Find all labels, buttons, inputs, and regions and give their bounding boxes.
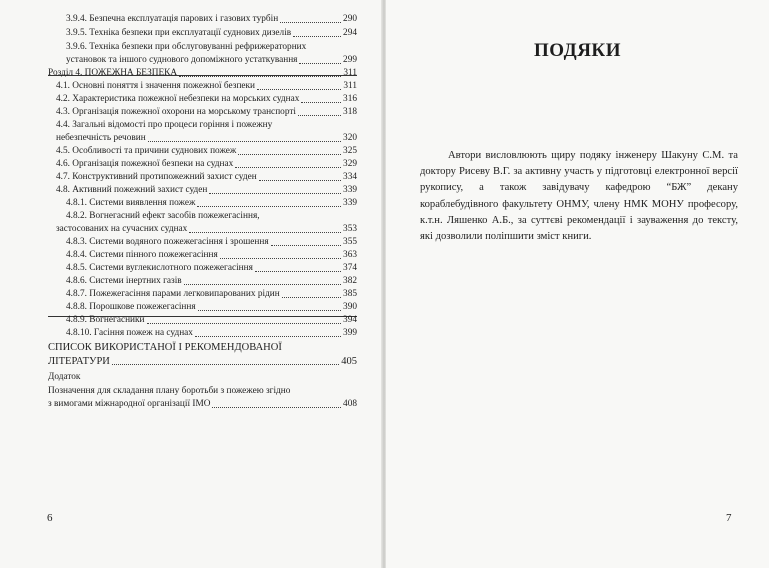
toc-entry: 3.9.5. Техніка безпеки при експлуатації суднових дизелів 294 — [66, 28, 357, 38]
toc-entry: 4.5. Особливості та причини суднових пожеж 325 — [56, 146, 357, 156]
toc-entry: 4.8.10. Гасіння пожеж на суднах 399 — [66, 328, 357, 338]
toc-section-heading: Розділ 4. ПОЖЕЖНА БЕЗПЕКА 311 — [48, 68, 357, 78]
toc-entry: установок та іншого суднового допоміжного устаткування 299 — [66, 55, 357, 65]
toc-entry: 4.8.6. Системи інертних газів 382 — [66, 276, 357, 286]
page-number: 7 — [726, 512, 732, 524]
toc-entry: 4.8.1. Системи виявлення пожеж 339 — [66, 198, 357, 208]
toc-entry: 4.8.5. Системи вуглекислотного пожежегасіння 374 — [66, 263, 357, 273]
toc-entry: 4.4. Загальні відомості про процеси горіння і пожежну — [56, 120, 273, 130]
toc-entry: 4.2. Характеристика пожежної небезпеки на морських суднах 316 — [56, 94, 357, 104]
toc-entry: застосованих на сучасних суднах 353 — [56, 224, 357, 234]
toc-entry: 4.6. Організація пожежної безпеки на суднах 329 — [56, 159, 357, 169]
acknowledgement-text: Автори висловлюють щиру подяку інженеру Шакуну С.М. та доктору Рисеву В.Г. за активну участь у підготовці електронної версії рукопису, а також завідувачу кафедрою “БЖ” декану кораблебудівного факультету ОНМУ, члену НМК МОНУ професору, к.т.н. Ляшенко А.Б., за суттєві рекомендації і зауваження до тексту, які дозволили поліпшити зміст книги. — [420, 150, 738, 243]
toc-entry: Позначення для складання плану боротьби з пожежею згідно — [48, 386, 291, 396]
toc-entry: 4.3. Організація пожежної охорони на морському транспорті 318 — [56, 107, 357, 117]
toc-bibliography-heading: СПИСОК ВИКОРИСТАНОЇ І РЕКОМЕНДОВАНОЇ — [48, 342, 282, 353]
toc-entry: 4.8.9. Вогнегасники 394 — [66, 315, 357, 325]
toc-entry: 4.8.7. Пожежегасіння парами легковипарованих рідин 385 — [66, 289, 357, 299]
toc-entry: 4.8.2. Вогнегасний ефект засобів пожежегасіння, — [66, 211, 260, 221]
right-page — [386, 0, 769, 568]
toc-entry: 4.1. Основні поняття і значення пожежної безпеки 311 — [56, 81, 357, 91]
page-title: ПОДЯКИ — [534, 40, 621, 61]
toc-entry: з вимогами міжнародної організації ІМО 408 — [48, 399, 357, 409]
left-page — [0, 0, 384, 568]
toc-entry: ЛІТЕРАТУРИ 405 — [48, 356, 357, 367]
toc-appendix-heading: Додаток — [48, 372, 81, 382]
toc-entry: 3.9.4. Безпечна експлуатація парових і газових турбін 290 — [66, 14, 357, 24]
toc-entry: 4.8.8. Порошкове пожежегасіння 390 — [66, 302, 357, 312]
toc-entry: 4.8.4. Системи пінного пожежегасіння 363 — [66, 250, 357, 260]
toc-entry: 4.8. Активний пожежний захист суден 339 — [56, 185, 357, 195]
toc-entry: 4.7. Конструктивний протипожежний захист суден 334 — [56, 172, 357, 182]
page-number: 6 — [47, 512, 53, 524]
toc-entry: 4.8.3. Системи водяного пожежегасіння і зрошення 355 — [66, 237, 357, 247]
toc-entry: 3.9.6. Техніка безпеки при обслуговуванні рефрижераторних — [66, 42, 307, 52]
toc-entry: небезпечність речовин 320 — [56, 133, 357, 143]
